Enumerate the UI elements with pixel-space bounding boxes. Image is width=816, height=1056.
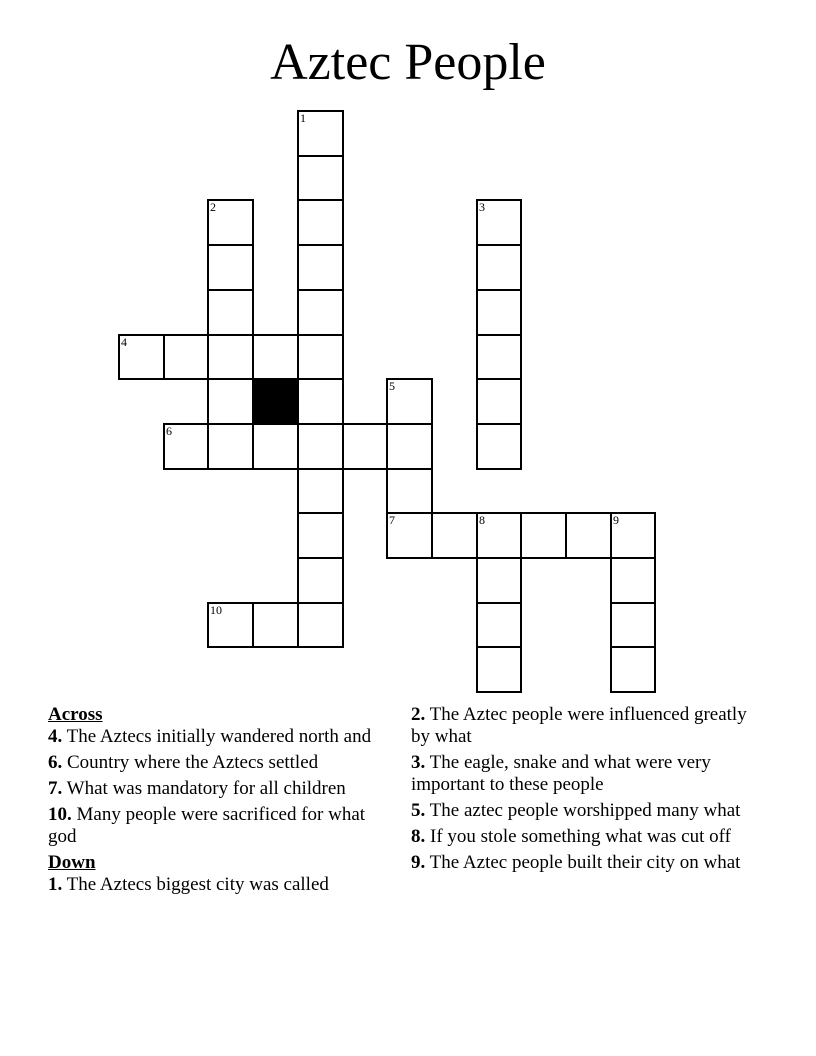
- grid-cell[interactable]: [386, 423, 433, 470]
- clue-down-3: [411, 752, 751, 796]
- cell-number: 4: [121, 335, 127, 349]
- grid-cell[interactable]: [520, 512, 567, 559]
- grid-cell[interactable]: [297, 468, 344, 514]
- clue-text: Many people were sacrificed for what god: [48, 804, 366, 847]
- grid-cell[interactable]: [297, 602, 344, 648]
- grid-cell[interactable]: [297, 289, 344, 336]
- grid-cell[interactable]: [565, 512, 612, 559]
- clue-number: 1.: [48, 874, 63, 895]
- grid-cell[interactable]: [431, 512, 478, 559]
- grid-cell[interactable]: [386, 512, 433, 559]
- grid-cell[interactable]: [207, 423, 254, 470]
- clue-text: The Aztec people were influenced greatly by what: [411, 704, 747, 747]
- grid-cell[interactable]: [476, 423, 522, 470]
- grid-cell[interactable]: [476, 646, 522, 693]
- grid-cell[interactable]: [163, 334, 209, 380]
- clue-text: The eagle, snake and what were very important to these people: [411, 752, 711, 795]
- grid-cell[interactable]: [297, 155, 344, 201]
- clue-number: 5.: [411, 800, 426, 821]
- grid-cell[interactable]: [118, 334, 165, 380]
- clue-text: Country where the Aztecs settled: [67, 752, 319, 773]
- grid-cell[interactable]: [297, 512, 344, 559]
- grid-cell[interactable]: [207, 289, 254, 336]
- grid-cell[interactable]: [297, 334, 344, 380]
- grid-cell[interactable]: [386, 378, 433, 425]
- clue-text: The Aztec people built their city on what: [429, 852, 741, 873]
- grid-cell[interactable]: [297, 110, 344, 157]
- across-heading: Across: [48, 704, 103, 725]
- clue-text: The Aztecs biggest city was called: [66, 874, 329, 895]
- grid-cell[interactable]: [476, 378, 522, 425]
- grid-cell[interactable]: [610, 557, 656, 604]
- clue-number: 7.: [48, 778, 63, 799]
- cell-number: 10: [210, 603, 222, 617]
- grid-cell[interactable]: [207, 378, 254, 425]
- clue-across-7: [48, 778, 388, 800]
- cell-number: 5: [389, 379, 395, 393]
- clue-number: 10.: [48, 804, 72, 825]
- clue-number: 4.: [48, 726, 63, 747]
- clues-right-column: [411, 704, 751, 878]
- grid-cell[interactable]: [476, 289, 522, 336]
- grid-cell[interactable]: [297, 378, 344, 425]
- grid-cell[interactable]: [252, 423, 299, 470]
- grid-cell[interactable]: [342, 423, 388, 470]
- grid-cell[interactable]: [207, 334, 254, 380]
- cell-number: 2: [210, 200, 216, 214]
- cell-number: 3: [479, 200, 485, 214]
- grid-cell[interactable]: [386, 468, 433, 514]
- clue-text: What was mandatory for all children: [66, 778, 346, 799]
- cell-number: 8: [479, 513, 485, 527]
- clue-across-6: [48, 752, 388, 774]
- clue-across-4: [48, 726, 388, 748]
- grid-cell[interactable]: [297, 423, 344, 470]
- clue-text: The Aztecs initially wandered north and: [66, 726, 372, 747]
- grid-cell[interactable]: [252, 334, 299, 380]
- clue-number: 6.: [48, 752, 63, 773]
- grid-cell[interactable]: [207, 244, 254, 291]
- grid-cell[interactable]: [207, 199, 254, 246]
- cell-number: 6: [166, 424, 172, 438]
- clue-number: 3.: [411, 752, 426, 773]
- grid-cell[interactable]: [610, 512, 656, 559]
- clue-down-2: [411, 704, 751, 748]
- clue-down-9: [411, 852, 751, 874]
- cell-number: 7: [389, 513, 395, 527]
- grid-cell[interactable]: [476, 557, 522, 604]
- clue-down-5: [411, 800, 751, 822]
- grid-cell[interactable]: [207, 602, 254, 648]
- grid-cell[interactable]: [297, 199, 344, 246]
- grid-cell[interactable]: [476, 199, 522, 246]
- clues-left-column: [48, 704, 388, 900]
- grid-cell[interactable]: [610, 646, 656, 693]
- grid-cell[interactable]: [297, 557, 344, 604]
- grid-cell[interactable]: [163, 423, 209, 470]
- grid-cell[interactable]: [252, 602, 299, 648]
- clue-number: 8.: [411, 826, 426, 847]
- grid-cell[interactable]: [610, 602, 656, 648]
- clue-number: 2.: [411, 704, 426, 725]
- grid-cell[interactable]: [476, 602, 522, 648]
- grid-cell[interactable]: [476, 334, 522, 380]
- grid-cell[interactable]: [476, 512, 522, 559]
- clue-down-8: [411, 826, 751, 848]
- clue-down-1: [48, 874, 388, 896]
- clue-text: If you stole something what was cut off: [430, 826, 731, 847]
- black-square: [252, 378, 299, 425]
- clue-text: The aztec people worshipped many what: [429, 800, 741, 821]
- down-heading: Down: [48, 852, 96, 873]
- grid-cell[interactable]: [297, 244, 344, 291]
- cell-number: 9: [613, 513, 619, 527]
- clue-across-10: [48, 804, 388, 848]
- puzzle-title: Aztec People: [270, 34, 546, 91]
- clue-number: 9.: [411, 852, 426, 873]
- cell-number: 1: [300, 111, 306, 125]
- grid-cell[interactable]: [476, 244, 522, 291]
